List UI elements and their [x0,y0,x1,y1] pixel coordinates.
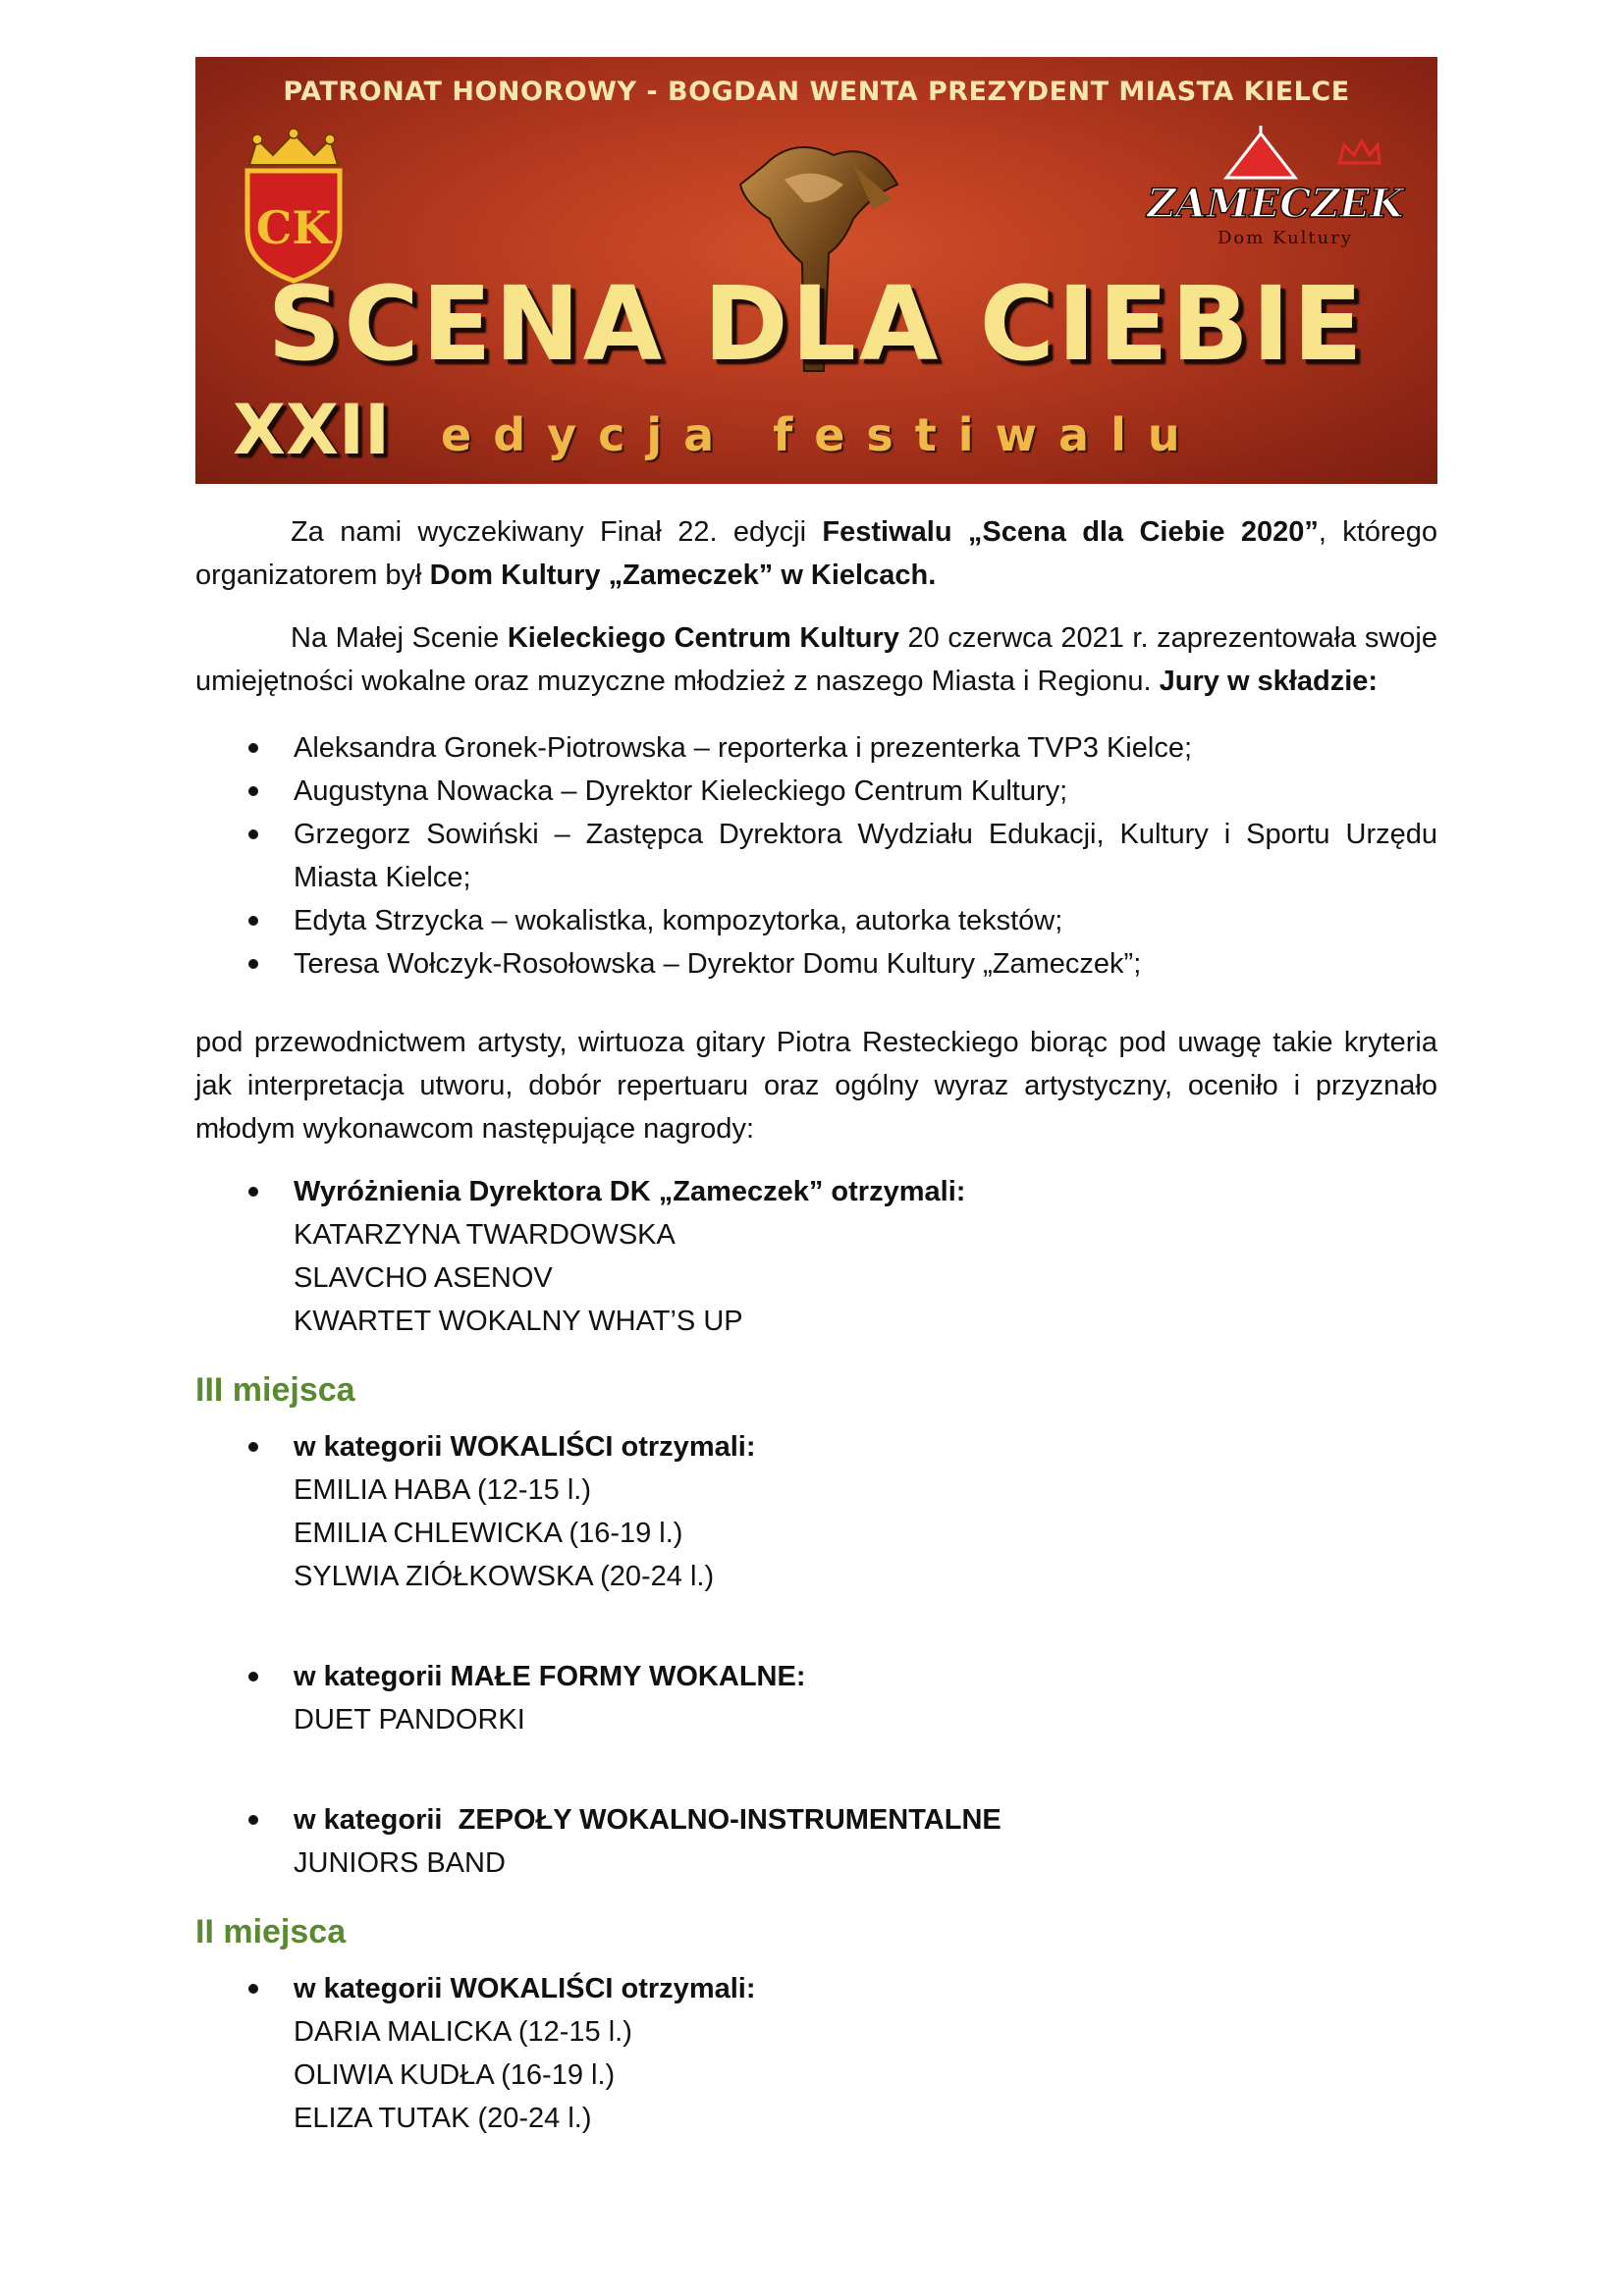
category-label: w kategorii WOKALIŚCI otrzymali: [294,1973,756,2004]
intro-text: Na Małej Scenie [291,622,508,654]
third-place-vocalists [195,1425,1437,1598]
jury-member: Grzegorz Sowiński – Zastępca Dyrektora Wydziału Edukacji, Kultury i Sportu Urzędu Miasta Kielce; [195,813,1437,899]
intro-paragraph-1 [195,510,1437,597]
crest-letters: CK [255,201,332,254]
category-label: w kategorii MAŁE FORMY WOKALNE: [294,1661,806,1692]
distinctions-heading: Wyróżnienia Dyrektora DK „Zameczek” otrzymali: [294,1176,966,1207]
organizer-name: Dom Kultury „Zameczek” w Kielcach. [429,560,937,591]
winner-name: SYLWIA ZIÓŁKOWSKA (20-24 l.) [294,1561,715,1592]
distinctions-block [195,1170,1437,1343]
winner-name: SLAVCHO ASENOV [294,1262,553,1294]
bullet-icon [248,1984,258,1994]
jury-member: Edyta Strzycka – wokalistka, kompozytorka, autorka tekstów; [195,899,1437,942]
banner-subtitle: edycja festiwalu [441,408,1202,461]
jury-member: Aleksandra Gronek-Piotrowska – reporterka i prezenterka TVP3 Kielce; [195,726,1437,770]
winner-name: ELIZA TUTAK (20-24 l.) [294,2103,592,2134]
category-label: w kategorii WOKALIŚCI otrzymali: [294,1431,756,1463]
winner-name: JUNIORS BAND [294,1847,506,1879]
venue-name: Kieleckiego Centrum Kultury [507,622,899,654]
bullet-icon [248,1672,258,1682]
intro-text: , którego organizatorem był [195,516,1438,591]
zameczek-logo-text: ZAMECZEK [1147,181,1404,227]
bullet-icon [248,1442,258,1452]
festival-banner [195,57,1437,484]
banner-patron-text: PATRONAT HONOROWY - BOGDAN WENTA PREZYDENT MIASTA KIELCE [283,77,1350,107]
intro-text: Za nami wyczekiwany Finał 22. edycji [291,516,823,548]
bullet-icon [248,1815,258,1825]
intro-paragraph-2 [195,616,1437,703]
winner-name: DARIA MALICKA (12-15 l.) [294,2016,632,2048]
chair-paragraph: pod przewodnictwem artysty, wirtuoza gitary Piotra Resteckiego biorąc pod uwagę takie kryteria jak interpretacja utworu, dobór repertuaru oraz ogólny wyraz artystyczny, oceniło i przyznało młodym wykonawcom następujące nagrody: [195,1027,1437,1145]
winner-name: OLIWIA KUDŁA (16-19 l.) [294,2059,616,2091]
festival-name: Festiwalu „Scena dla Ciebie 2020” [822,516,1319,548]
bullet-icon [248,1187,258,1197]
jury-member: Teresa Wołczyk-Rosołowska – Dyrektor Domu Kultury „Zameczek”; [195,942,1437,986]
banner-title: SCENA DLA CIEBIE [267,264,1366,384]
jury-list [195,726,1437,986]
banner-edition: XXII [233,390,391,470]
third-place-small-forms [195,1655,1437,1741]
winner-name: EMILIA HABA (12-15 l.) [294,1474,592,1506]
winner-name: KWARTET WOKALNY WHAT’S UP [294,1306,743,1337]
winner-name: DUET PANDORKI [294,1704,525,1735]
third-place-heading: III miejsca [195,1371,355,1409]
jury-label: Jury w składzie: [1159,666,1379,697]
category-label: w kategorii ZEPOŁY WOKALNO-INSTRUMENTALNE [294,1804,1001,1836]
kielce-crest-icon [240,128,348,285]
intro-text: 20 czerwca 2021 r. zaprezentowała swoje umiejętności wokalne oraz muzyczne młodzież z naszego Miasta i Regionu. [195,622,1438,697]
second-place-vocalists [195,1967,1437,2140]
zameczek-logo-subtext: Dom Kultury [1217,228,1354,248]
article-body [195,510,1437,2140]
third-place-bands [195,1798,1437,1885]
second-place-heading: II miejsca [195,1913,347,1950]
winner-name: EMILIA CHLEWICKA (16-19 l.) [294,1518,683,1549]
winner-name: KATARZYNA TWARDOWSKA [294,1219,676,1251]
zameczek-logo-icon [1147,124,1404,261]
jury-member: Augustyna Nowacka – Dyrektor Kieleckiego Centrum Kultury; [195,770,1437,813]
